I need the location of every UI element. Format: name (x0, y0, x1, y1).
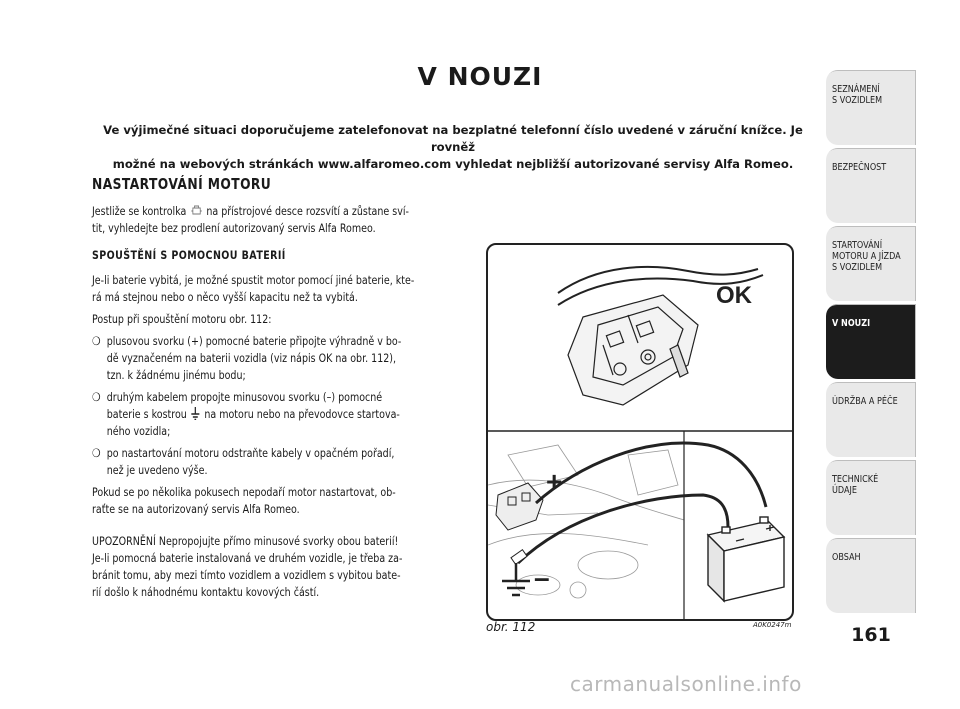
ground-icon (191, 407, 199, 420)
warning-paragraph (92, 533, 450, 601)
paragraph-text: raťte se na autorizovaný servis Alfa Romeo. (92, 502, 300, 516)
plus-label: + (546, 466, 563, 497)
list-text: tzn. k žádnému jinému bodu; (106, 368, 246, 382)
list-text: dě vyznačeném na baterii vozidla (viz nápis OK na obr. 112), (106, 351, 397, 365)
section-heading: NASTARTOVÁNÍ MOTORU (92, 175, 272, 193)
tab-label: SEZNÁMENÍ S VOZIDLEM (832, 84, 883, 106)
bullet-icon: ❍ (92, 390, 101, 404)
page-title: V NOUZI (417, 62, 543, 91)
auxiliary-battery (708, 517, 784, 601)
bullet-icon: ❍ (92, 334, 101, 348)
discharged-battery-terminals (496, 483, 543, 530)
list-item (92, 333, 450, 384)
list-text: plusovou svorku (+) pomocné baterie připojte výhradně v bo- (106, 334, 402, 348)
list-text: na motoru nebo na převodovce startova- (204, 407, 400, 421)
tab-label: TECHNICKÉ ÚDAJE (832, 474, 879, 496)
paragraph-text: na přístrojové desce rozsvítí a zůstane sví- (206, 204, 409, 218)
list-text: po nastartování motoru odstraňte kabely v opačném pořadí, (106, 446, 395, 460)
intro-paragraph (92, 122, 814, 173)
main-column (92, 176, 450, 606)
page-number: 161 (851, 624, 891, 646)
tab-label: OBSAH (832, 552, 861, 563)
retry-paragraph (92, 484, 450, 518)
tab-udrzba[interactable] (826, 382, 916, 457)
list-text: než je uvedeno výše. (106, 463, 208, 477)
battery-paragraph (92, 272, 450, 306)
engine-warning-icon (191, 205, 202, 216)
list-text: druhým kabelem propojte minusovou svorku (–) pomocné (106, 390, 383, 404)
paragraph-text: UPOZORNĚNÍ Nepropojujte přímo minusové svorky obou baterií! (92, 534, 399, 548)
paragraph-text: rií došlo k náhodnému kontaktu kovových částí. (92, 585, 320, 599)
list-item (92, 445, 450, 479)
tab-seznameni[interactable] (826, 70, 916, 145)
bullet-icon: ❍ (92, 446, 101, 460)
positive-cable (536, 443, 766, 507)
paragraph-text: tit, vyhledejte bez prodlení autorizovaný servis Alfa Romeo. (92, 221, 376, 235)
minus-label: – (534, 562, 550, 593)
tab-obsah[interactable] (826, 538, 916, 613)
intro-line-1: Ve výjimečné situaci doporučujeme zatelefonovat na bezplatné telefonní číslo uvedené v záruční knížce. Je rovněž (103, 123, 803, 154)
tab-label: STARTOVÁNÍ MOTORU A JÍZDA S VOZIDLEM (832, 240, 901, 273)
watermark: carmanualsonline.info (570, 672, 802, 696)
paragraph-text: Je-li baterie vybitá, je možné spustit motor pomocí jiné baterie, kte- (92, 273, 415, 287)
tab-v-nouzi[interactable] (826, 304, 916, 379)
intro-line-2: možné na webových stránkách www.alfaromeo.com vyhledat nejbližší autorizované servisy Alfa Romeo. (112, 157, 794, 171)
list-item (92, 389, 450, 440)
jump-start-figure (486, 243, 794, 621)
subsection-heading: SPOUŠTĚNÍ S POMOCNOU BATERIÍ (92, 248, 286, 262)
chapter-tabs (826, 70, 916, 616)
paragraph-text: Jestliže se kontrolka (92, 204, 187, 218)
ok-label: OK (716, 282, 752, 309)
figure-code: A0K0247m (753, 621, 792, 629)
paragraph-text: rá má stejnou nebo o něco vyšší kapacitu než ta vybitá. (92, 290, 358, 304)
tab-label: ÚDRŽBA A PÉČE (832, 396, 898, 407)
tab-bezpecnost[interactable] (826, 148, 916, 223)
paragraph-text: Je-li pomocná baterie instalovaná ve druhém vozidle, je třeba za- (92, 551, 403, 565)
tab-label: V NOUZI (832, 318, 871, 329)
ground-symbol-icon (502, 563, 530, 595)
tab-startovani[interactable] (826, 226, 916, 301)
figure-caption: obr. 112 (486, 620, 536, 634)
warning-light-paragraph (92, 203, 450, 237)
list-text: baterie s kostrou (106, 407, 187, 421)
tab-technicke-udaje[interactable] (826, 460, 916, 535)
paragraph-text: bránit tomu, aby mezi tímto vozidlem a vozidlem s vybitou bate- (92, 568, 401, 582)
tab-label: BEZPEČNOST (832, 162, 887, 173)
procedure-paragraph: Postup při spouštění motoru obr. 112: (92, 312, 272, 326)
list-text: ného vozidla; (106, 424, 171, 438)
paragraph-text: Pokud se po několika pokusech nepodaří motor nastartovat, ob- (92, 485, 396, 499)
